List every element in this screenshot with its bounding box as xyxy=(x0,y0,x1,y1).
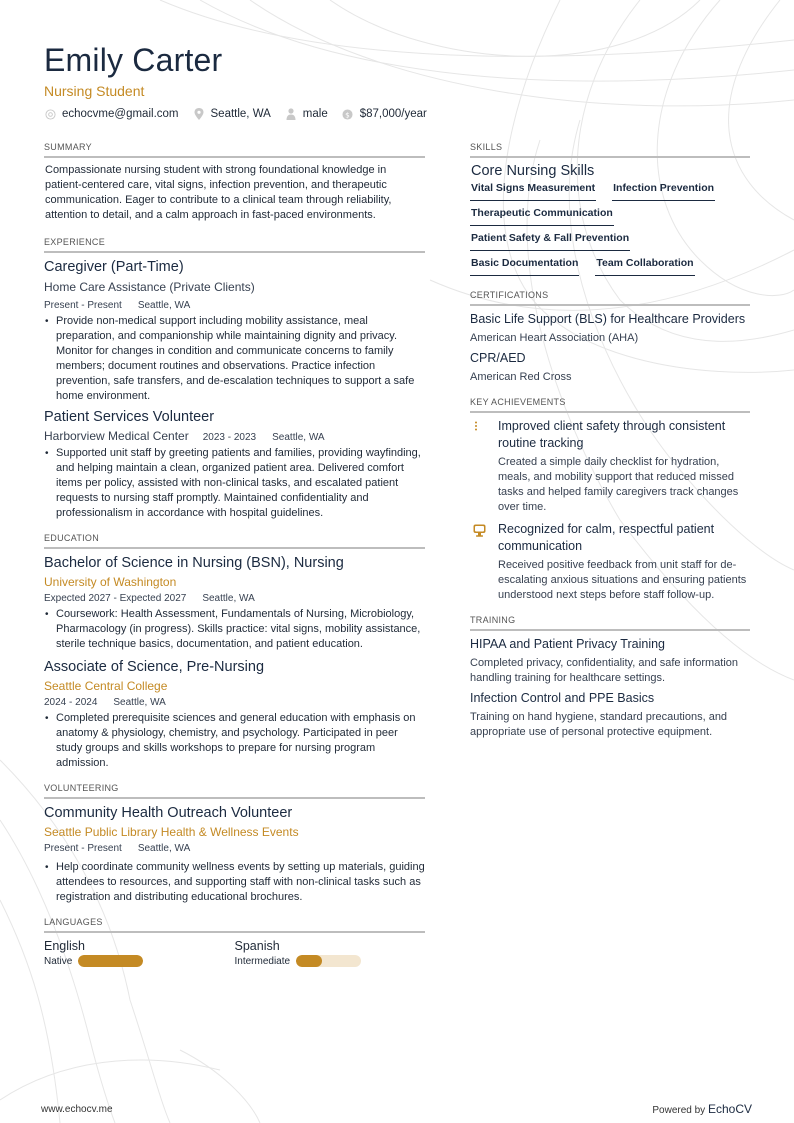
training-item xyxy=(470,636,750,686)
bullet-item: • Coursework: Health Assessment, Fundamentals of Nursing, Microbiology, Pharmacology (in progress). Skills practice: vital signs, mobility assistance, sterile technique basics, documentation, and patient education. xyxy=(44,607,425,652)
education-entry xyxy=(44,554,425,652)
volunteer-bullets xyxy=(44,860,425,905)
degree-title: Associate of Science, Pre-Nursing xyxy=(44,659,265,675)
contact-email-value: echocvme@gmail.com xyxy=(62,108,179,120)
volunteer-location: Seattle, WA xyxy=(137,843,191,854)
language-name: English xyxy=(44,939,85,953)
brand-name: EchoCV xyxy=(707,1102,752,1116)
education-meta xyxy=(44,695,425,710)
education-section xyxy=(44,533,425,771)
job-dates: Present - Present xyxy=(44,300,122,311)
volunteering-section xyxy=(44,783,425,905)
school-name: Seattle Central College xyxy=(44,679,168,693)
school-name: University of Washington xyxy=(44,575,177,589)
language-proficiency-bar xyxy=(78,955,143,967)
achievements-section xyxy=(470,397,750,603)
skills-section xyxy=(470,142,750,282)
achievement-body xyxy=(498,521,750,603)
bullet-item: • Help coordinate community wellness events by setting up materials, guiding attendees to resources, and supporting staff with non-clinical tasks such as registration and distributing educational brochures. xyxy=(44,860,425,905)
certification-name: Basic Life Support (BLS) for Healthcare Providers xyxy=(470,312,746,326)
job-bullets xyxy=(44,446,425,521)
dots-vertical-icon xyxy=(470,418,498,515)
experience-entry xyxy=(44,408,425,521)
job-meta xyxy=(44,298,425,313)
contact-location xyxy=(193,108,271,120)
left-column xyxy=(44,142,425,981)
certification-item xyxy=(470,350,750,385)
experience-entry xyxy=(44,258,425,404)
experience-section xyxy=(44,237,425,521)
certification-issuer: American Red Cross xyxy=(470,371,572,383)
job-meta-values xyxy=(203,430,339,445)
skill-tag: Vital Signs Measurement xyxy=(470,182,596,201)
certification-name: CPR/AED xyxy=(470,351,526,365)
language-item xyxy=(44,938,235,967)
languages-section xyxy=(44,917,425,967)
section-heading: VOLUNTEERING xyxy=(44,783,425,799)
achievement-title: Recognized for calm, respectful patient communication xyxy=(498,522,715,553)
education-location: Seattle, WA xyxy=(202,593,255,604)
skill-tag: Team Collaboration xyxy=(595,257,694,276)
salary-icon xyxy=(342,108,354,120)
training-name: HIPAA and Patient Privacy Training xyxy=(470,637,666,651)
section-heading: KEY ACHIEVEMENTS xyxy=(470,397,750,413)
training-name: Infection Control and PPE Basics xyxy=(470,691,655,705)
at-icon xyxy=(44,108,56,120)
footer-powered-by[interactable] xyxy=(652,1102,752,1116)
bullet-item: • Provide non-medical support including mobility assistance, meal preparation, and companionship while maintaining dignity and privacy. Monitor for changes in condition and communicate concerns to family members; document routines and observations. Practice infection prevention, safe transfers, and de-escalation techniques to support a safe home environment. xyxy=(44,314,425,404)
skill-tag: Infection Prevention xyxy=(612,182,715,201)
language-list xyxy=(44,938,425,967)
skill-group-title: Core Nursing Skills xyxy=(471,163,595,179)
contact-gender-value: male xyxy=(302,108,328,120)
volunteer-dates: Present - Present xyxy=(44,843,122,854)
skill-tag: Patient Safety & Fall Prevention xyxy=(470,232,630,251)
volunteer-org: Seattle Public Library Health & Wellness Events xyxy=(44,825,299,839)
language-name: Spanish xyxy=(234,939,280,953)
monitor-icon xyxy=(470,521,498,603)
contact-email[interactable] xyxy=(44,108,179,120)
education-bullets xyxy=(44,711,425,771)
language-proficiency-bar xyxy=(296,955,361,967)
degree-title: Bachelor of Science in Nursing (BSN), Nursing xyxy=(44,555,344,571)
language-proficiency-fill xyxy=(296,955,322,967)
education-dates: 2024 - 2024 xyxy=(44,697,98,708)
section-heading: EXPERIENCE xyxy=(44,237,425,253)
education-location: Seattle, WA xyxy=(113,697,166,708)
contact-salary-value: $87,000/year xyxy=(359,108,427,120)
powered-by-prefix: Powered by xyxy=(652,1105,708,1116)
volunteering-entry xyxy=(44,804,425,905)
education-bullets xyxy=(44,607,425,652)
achievement-body xyxy=(498,418,750,515)
skill-tag: Therapeutic Communication xyxy=(470,207,614,226)
volunteer-meta xyxy=(44,841,425,856)
person-icon xyxy=(285,108,297,120)
bullet-item: • Supported unit staff by greeting patients and families, providing wayfinding, and helping maintain a clean, organized patient area. Delivered comfort items per policy, assisted with non-clinical tasks, and escalated patient requests to nursing staff promptly. Maintained confidentiality and professionalism in accordance with hospital guidelines. xyxy=(44,446,425,521)
section-heading: SKILLS xyxy=(470,142,750,158)
language-level: Intermediate xyxy=(234,955,291,967)
section-heading: TRAINING xyxy=(470,615,750,631)
contact-bar xyxy=(44,108,441,120)
summary-text: Compassionate nursing student with strong foundational knowledge in patient-centered care, vital signs, infection prevention, and therapeutic communication. Eager to contribute to a clinical team through reliability, attention to detail, and a calm approach in fast-paced environments. xyxy=(45,164,392,221)
job-location: Seattle, WA xyxy=(272,432,325,443)
training-section xyxy=(470,615,750,740)
location-pin-icon xyxy=(193,108,205,120)
job-meta xyxy=(44,427,425,445)
language-proficiency-fill xyxy=(78,955,143,967)
education-entry xyxy=(44,658,425,771)
certification-issuer: American Heart Association (AHA) xyxy=(470,332,639,344)
contact-gender xyxy=(285,108,328,120)
bullet-item: • Completed prerequisite sciences and general education with emphasis on anatomy & physiology, chemistry, and psychology. Participated in peer study groups and skills workshops to prepare for nursing program admission. xyxy=(44,711,425,771)
training-description: Training on hand hygiene, standard precautions, and appropriate use of personal protective equipment. xyxy=(470,711,728,738)
achievement-item xyxy=(470,418,750,515)
job-title: Patient Services Volunteer xyxy=(44,409,215,425)
achievement-title: Improved client safety through consistent routine tracking xyxy=(498,419,726,450)
language-level-row xyxy=(235,955,426,967)
training-item xyxy=(470,690,750,740)
achievement-description: Created a simple daily checklist for hydration, meals, and mobility support that reduced missed tasks and helped family caregivers track changes over time. xyxy=(498,456,739,513)
job-bullets xyxy=(44,314,425,404)
language-item xyxy=(235,938,426,967)
certifications-section xyxy=(470,290,750,385)
section-heading: CERTIFICATIONS xyxy=(470,290,750,306)
education-meta xyxy=(44,591,425,606)
volunteer-title: Community Health Outreach Volunteer xyxy=(44,805,293,821)
company-name: Harborview Medical Center xyxy=(44,429,189,443)
svg-text:$: $ xyxy=(345,109,351,119)
summary-section xyxy=(44,142,425,223)
job-location: Seattle, WA xyxy=(137,300,191,311)
section-heading: LANGUAGES xyxy=(44,917,425,933)
right-column xyxy=(470,142,750,754)
candidate-name: Emily Carter xyxy=(44,42,223,78)
footer-website-link[interactable]: www.echocv.me xyxy=(41,1104,113,1115)
education-dates: Expected 2027 - Expected 2027 xyxy=(44,593,187,604)
skill-tag: Basic Documentation xyxy=(470,257,579,276)
section-heading: SUMMARY xyxy=(44,142,425,158)
training-description: Completed privacy, confidentiality, and safe information handling training for healthcare settings. xyxy=(470,657,739,684)
job-title: Caregiver (Part-Time) xyxy=(44,259,184,275)
company-name: Home Care Assistance (Private Clients) xyxy=(44,280,255,294)
certification-item xyxy=(470,311,750,346)
contact-location-value: Seattle, WA xyxy=(210,108,271,120)
language-level: Native xyxy=(44,955,73,967)
section-heading: EDUCATION xyxy=(44,533,425,549)
job-dates: 2023 - 2023 xyxy=(202,432,257,443)
skill-tags xyxy=(470,182,750,282)
language-level-row xyxy=(44,955,235,967)
achievement-item xyxy=(470,521,750,603)
contact-salary xyxy=(342,108,427,120)
achievement-description: Received positive feedback from unit staff for de-escalating anxious situations and ensuring patients understood next steps before staff follow-up. xyxy=(498,559,747,601)
candidate-title: Nursing Student xyxy=(44,83,145,99)
